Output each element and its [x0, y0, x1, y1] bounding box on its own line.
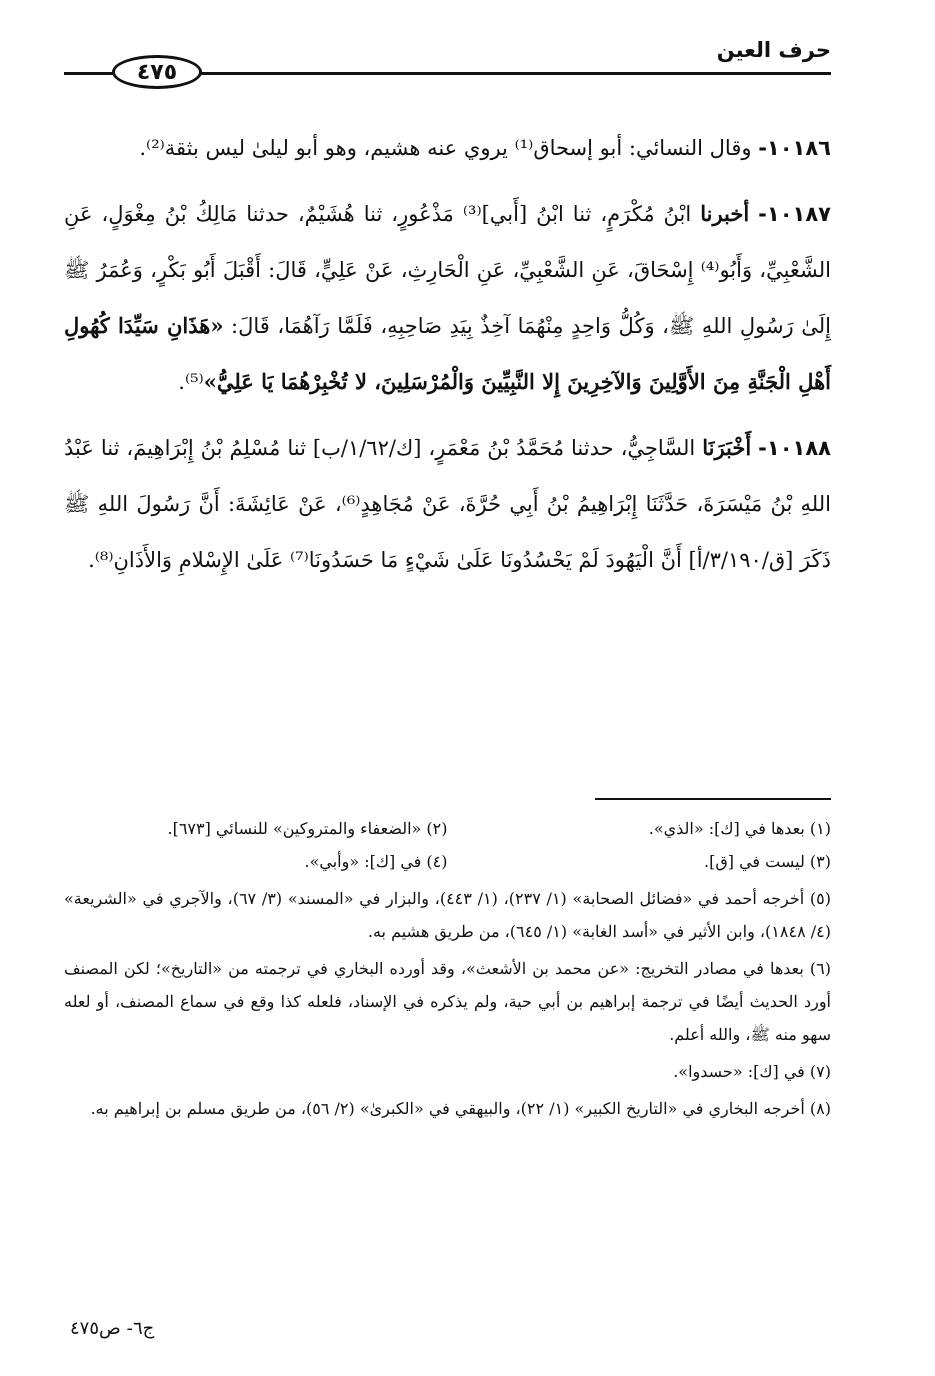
footnotes [64, 812, 831, 1125]
footnote-1: (١) بعدها في [ك]: «الذي». [648, 819, 831, 838]
entry-keyword: أخبرنا [700, 201, 750, 226]
entry-end: ⁽⁵⁾. [178, 370, 204, 394]
page-number: ٤٧٥ [136, 59, 178, 85]
entry-number: ١٠١٨٦- [758, 136, 831, 160]
footnote-5: (٥) أخرجه أحمد في «فضائل الصحابة» (١/ ٢٣٧)، (١/ ٤٤٣)، والبزار في «المسند» (٣/ ٦٧)، والآجري في «الشريعة» (٤/ ١٨٤٨)، وابن الأثير في «أسد الغابة» (١/ ٦٤٥)، من طريق هشيم به. [64, 889, 831, 941]
entry-number: ١٠١٨٧- [758, 202, 831, 226]
main-text [64, 120, 831, 598]
entry-10186 [64, 120, 831, 176]
entry-10187 [64, 186, 831, 410]
entry-keyword: أَخْبَرَنَا [702, 435, 752, 460]
page-number-badge [112, 55, 202, 89]
volume-page-reference: ج٦- ص٤٧٥ [70, 1318, 155, 1339]
footnote-8: (٨) أخرجه البخاري في «التاريخ الكبير» (١/ ٢٢)، والبيهقي في «الكبرىٰ» (٢/ ٥٦)، من طريق مسلم بن إبراهيم به. [90, 1099, 831, 1118]
entry-text: ابْنُ مُكْرَمٍ، ثنا ابْنُ [أَبي]⁽³⁾ مَذْعُورٍ، ثنا هُشَيْمٌ، حدثنا مَالِكُ بْنُ مِغْوَلٍ، عَنِ الشَّعْبِيِّ، وَأَبُو⁽⁴⁾ إِسْحَاقَ، عَنِ الشَّعْبِيِّ، عَنِ الْحَارِثِ، عَنْ عَلِيٍّ، قَالَ: أَقْبَلَ أَبُو بَكْرٍ، وَعُمَرُ ﷺ إِلَىٰ رَسُولِ اللهِ ﷺ، وَكُلُّ وَاحِدٍ مِنْهُمَا آخِذٌ بِيَدِ صَاحِبِهِ، فَلَمَّا رَآهُمَا، قَالَ: [64, 202, 832, 338]
footnote-2: (٢) «الضعفاء والمتروكين» للنسائي [٦٧٣]. [167, 819, 448, 838]
hadith-text: «هَذَانِ سَيِّدَا كُهُولِ أَهْلِ الْجَنَّةِ مِنَ الأَوَّلِينَ وَالآخِرِينَ إِلا النَّبِيِّينَ وَالْمُرْسَلِينَ، لا تُخْبِرْهُمَا يَا عَلِيُّ» [64, 313, 831, 394]
footnote-6: (٦) بعدها في مصادر التخريج: «عن محمد بن الأشعث»، وقد أورده البخاري في ترجمته من «التاريخ»؛ لكن المصنف أورد الحديث أيضًا في ترجمة إبراهيم بن أبي حية، ولم يذكره في الإسناد، فلعله كذا وقع في سماع المصنف، أو لعله سهو منه ﷺ، والله أعلم. [64, 959, 831, 1044]
footnote-separator [595, 798, 831, 800]
footnote-7: (٧) في [ك]: «حسدوا». [673, 1062, 831, 1081]
footnote-4: (٤) في [ك]: «وأبي». [304, 852, 448, 871]
footnote-row [64, 845, 831, 878]
entry-10188 [64, 420, 831, 588]
entry-text: وقال النسائي: أبو إسحاق⁽¹⁾ يروي عنه هشيم، وهو أبو ليلىٰ ليس بثقة⁽²⁾. [139, 136, 759, 160]
footnote-3: (٣) ليست في [ق]. [704, 852, 831, 871]
running-header-title: حرف العين [716, 38, 831, 62]
entry-text: السَّاجِيُّ، حدثنا مُحَمَّدُ بْنُ مَعْمَرٍ، [ك/١/٦٢/ب] ثنا مُسْلِمُ بْنُ إِبْرَاهِيمَ، ثنا عَبْدُ اللهِ بْنُ مَيْسَرَةَ، حَدَّثَنَا إِبْرَاهِيمُ بْنُ أَبِي حُرَّةَ، عَنْ مُجَاهِدٍ⁽⁶⁾، عَنْ عَائِشَةَ: أَنَّ رَسُولَ اللهِ ﷺ ذَكَرَ [ق/٣/١٩٠/أ] أَنَّ الْيَهُودَ لَمْ يَحْسُدُونَا عَلَىٰ شَيْءٍ مَا حَسَدُونَا⁽⁷⁾ عَلَىٰ الإِسْلامِ وَالأَذَانِ⁽⁸⁾. [64, 436, 831, 572]
footnote-row [64, 812, 831, 845]
entry-number: ١٠١٨٨- [758, 436, 831, 460]
